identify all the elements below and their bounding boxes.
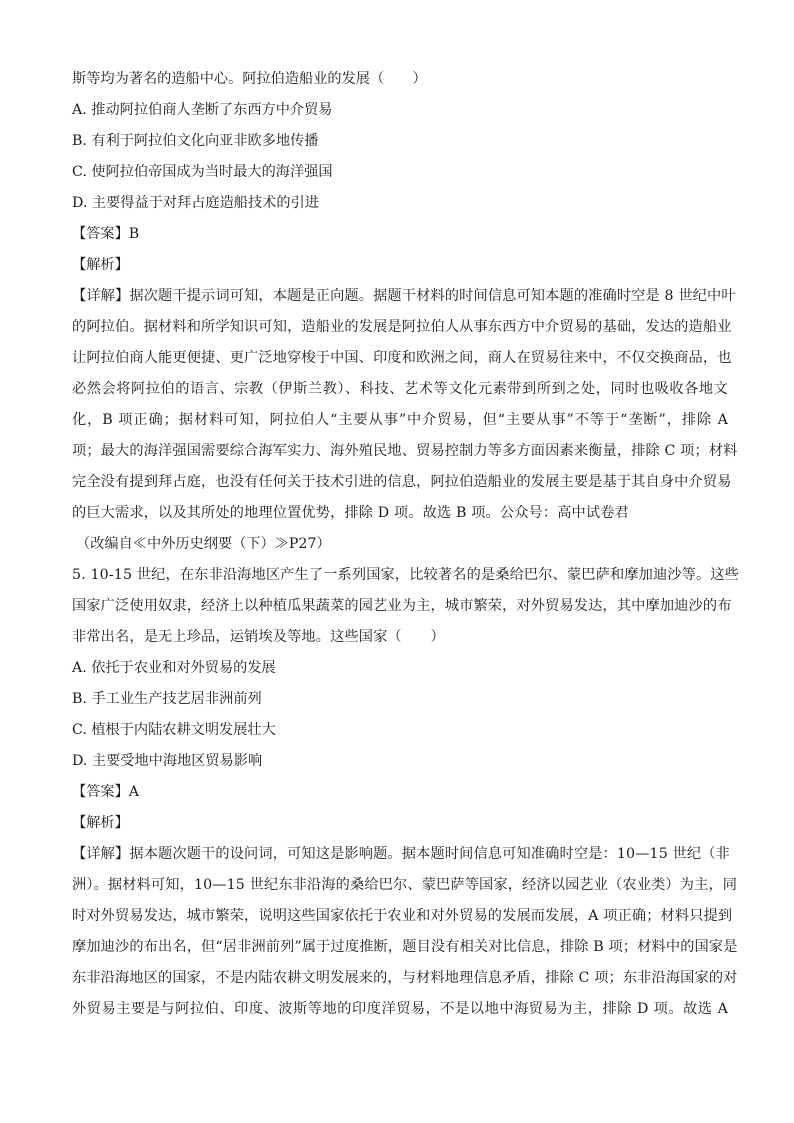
q4-analysis-heading: 【解析】 — [72, 257, 129, 273]
q4-option-b: B. 有利于阿拉伯文化向亚非欧多地传播 — [72, 133, 319, 149]
q4-detail-line: 【详解】据次题干提示词可知，本题是正向题。据题干材料的时间信息可知本题的准确时空是 8 世纪中叶 — [72, 288, 736, 304]
page-content — [72, 64, 739, 1025]
q5-answer: 【答案】A — [72, 784, 139, 800]
q5-detail-line: 摩加迪沙的布出名，但“居非洲前列”属于过度推断，题目没有相关对比信息，排除 B 项；材料中的国家是 — [72, 939, 738, 955]
q4-detail — [72, 281, 738, 529]
q4-detail-line: 让阿拉伯商人能更便捷、更广泛地穿梭于中国、印度和欧洲之间，商人在贸易往来中，不仅交换商品，也 — [72, 350, 732, 366]
q5-detail-line: 【详解】据本题次题干的设问词，可知这是影响题。据本题时间信息可知准确时空是：10—15 世纪（非 — [72, 846, 730, 862]
q5-option-c: C. 植根于内陆农耕文明发展壮大 — [72, 722, 276, 738]
q4-answer: 【答案】B — [72, 226, 140, 242]
q5-stem — [72, 560, 739, 653]
q5-option-d: D. 主要受地中海地区贸易影响 — [72, 753, 263, 769]
q5-detail-line: 时对外贸易发达，城市繁荣，说明这些国家依托于农业和对外贸易的发展而发展，A 项正确；材料只提到 — [72, 908, 733, 924]
q4-option-a: A. 推动阿拉伯商人垄断了东西方中介贸易 — [72, 102, 333, 118]
q4-stem-tail: 斯等均为著名的造船中心。阿拉伯造船业的发展（ ） — [72, 71, 427, 87]
q4-detail-line: 必然会将阿拉伯的语言、宗教（伊斯兰教）、科技、艺术等文化元素带到所到之处，同时也吸收各地文 — [72, 381, 728, 397]
q4-option-d: D. 主要得益于对拜占庭造船技术的引进 — [72, 195, 319, 211]
q5-source-note: （改编自≪中外历史纲要（下）≫P27） — [76, 536, 331, 552]
q5-stem-line: 5. 10-15 世纪，在东非沿海地区产生了一系列国家，比较著名的是桑给巴尔、蒙巴萨和摩加迪沙等。这些 — [72, 567, 739, 583]
q5-stem-line: 国家广泛使用奴隶，经济上以种植瓜果蔬菜的园艺业为主，城市繁荣，对外贸易发达，其中摩加迪沙的布 — [72, 598, 732, 614]
q5-stem-line: 非常出名，是无上珍品，运销埃及等地。这些国家（ ） — [72, 629, 445, 645]
q4-detail-line: 的巨大需求，以及其所处的地理位置优势，排除 D 项。故选 B 项。公众号：高中试卷君 — [72, 505, 629, 521]
q4-detail-line: 的阿拉伯。据材料和所学知识可知，造船业的发展是阿拉伯人从事东西方中介贸易的基础，发达的造船业 — [72, 319, 732, 335]
q5-detail-line: 东非沿海地区的国家，不是内陆农耕文明发展来的，与材料地理信息矛盾，排除 C 项；东非沿海国家的对 — [72, 970, 738, 986]
q5-analysis-heading: 【解析】 — [72, 815, 129, 831]
q4-detail-line: 化，B 项正确；据材料可知，阿拉伯人“主要从事”中介贸易，但“主要从事”不等于“垄断”，排除 A — [72, 412, 728, 428]
q5-detail-line: 洲）。据材料可知，10—15 世纪东非沿海的桑给巴尔、蒙巴萨等国家，经济以园艺业（农业类）为主，同 — [72, 877, 738, 893]
q4-detail-line: 完全没有提到拜占庭，也没有任何关于技术引进的信息，阿拉伯造船业的发展主要是基于其自身中介贸易 — [72, 474, 732, 490]
q5-detail-line: 外贸易主要是与阿拉伯、印度、波斯等地的印度洋贸易，不是以地中海贸易为主，排除 D 项。故选 A — [72, 1001, 728, 1017]
q5-option-b: B. 手工业生产技艺居非洲前列 — [72, 691, 262, 707]
q5-detail — [72, 839, 738, 1025]
q5-option-a: A. 依托于农业和对外贸易的发展 — [72, 660, 276, 676]
q4-detail-line: 项；最大的海洋强国需要综合海军实力、海外殖民地、贸易控制力等多方面因素来衡量，排除 C 项；材料 — [72, 443, 738, 459]
q4-option-c: C. 使阿拉伯帝国成为当时最大的海洋强国 — [72, 164, 333, 180]
